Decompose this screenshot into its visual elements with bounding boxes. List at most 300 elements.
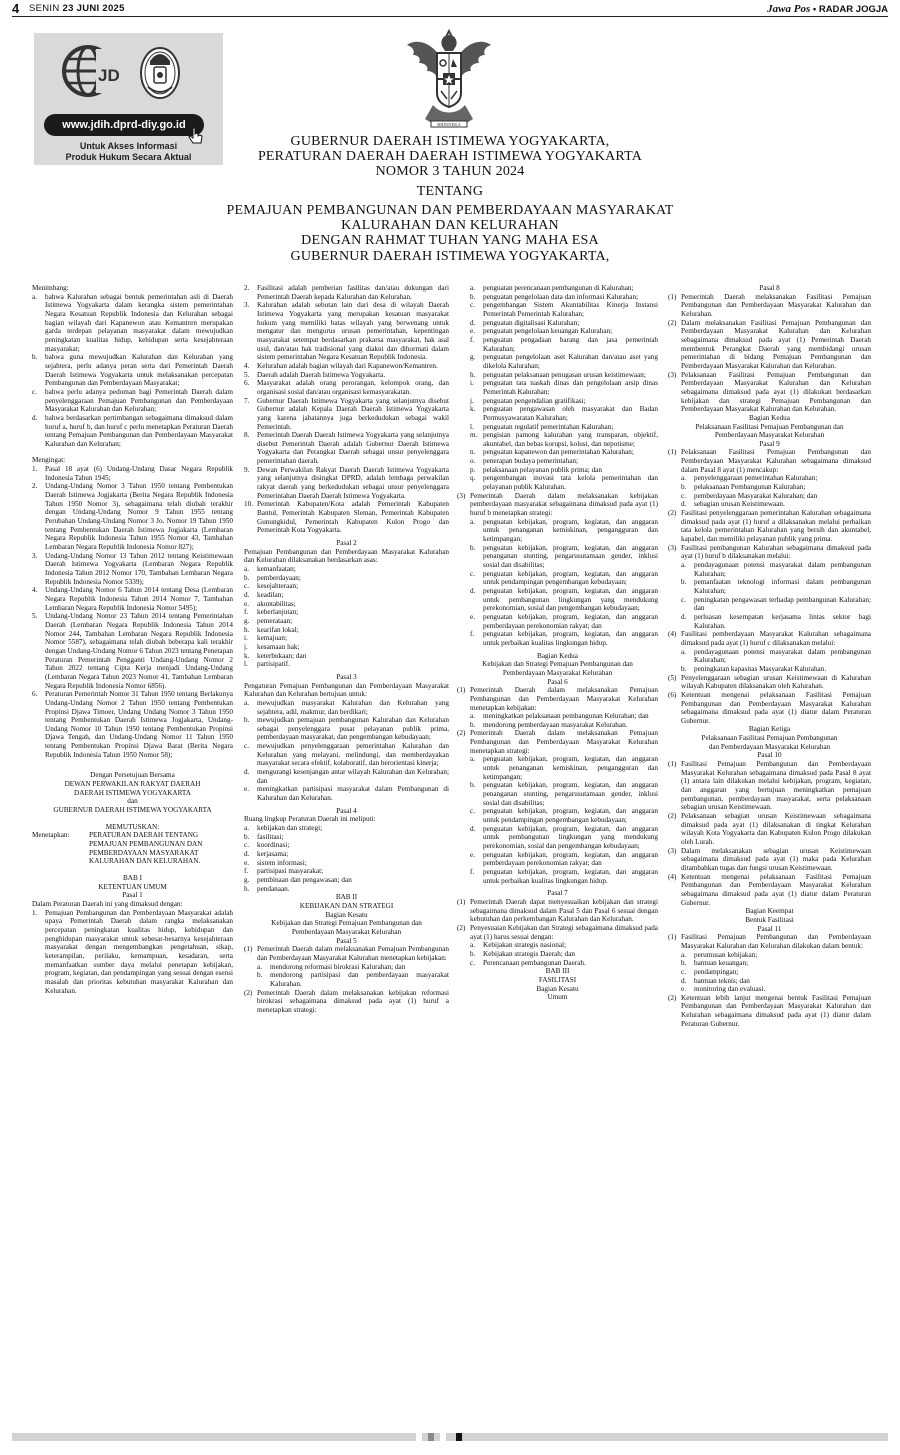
list-item-text: pendanaan. <box>257 884 290 893</box>
definisi-6-text: Masyarakat adalah orang perorangan, kelompok orang, dan organisasi sosial dan/atau organisasi kemasyarakatan. <box>257 379 449 396</box>
list-item-text: keterbukaan; dan <box>257 651 307 660</box>
list-item-marker: a. <box>257 962 262 971</box>
list-item <box>681 483 871 492</box>
list-item <box>470 613 658 630</box>
pasal-1: Pasal 1 <box>122 891 143 900</box>
pasal-5-ayat-3: (3) Pemerintah Daerah dalam melaksanakan kebijakan pemberdayaan masyarakat sebagaimana dimaksud pada ayat (1) huruf b menetapkan strategi: <box>457 491 658 518</box>
list-item-text: pengembangan Sistem Akuntabilitas Kinerja Instansi Pemerintah Pemerintah Kalurahan; <box>483 301 658 318</box>
list-item <box>244 867 449 876</box>
list-item-marker: c. <box>681 595 686 604</box>
pasal-9-ayat-4-list <box>668 648 871 674</box>
pasal-1-intro: Dalam Peraturan Daerah ini yang dimaksud dengan: <box>32 899 183 908</box>
definisi-1: 1. Pemajuan Pembangunan dan Pemberdayaan Masyarakat adalah upaya Pemerintah Daerah dalam rangka melaksanakan percepatan peningkatan kualitas hidup, kehidupan dan penghidupan masyarakat untuk sebesar-besarnya kesejahteraan masyarakat dengan mengembangkan pengetahuan, sikap, keterampilan, perilaku, kemampuan, kesadaran, serta memanfaatkan sumber daya melalui penetapan kebijakan, program, kegiatan, dan pendampingan yang sesuai dengan esensi masalah dan prioritas kebutuhan masyarakat Kalurahan dan Kelurahan. <box>32 908 233 995</box>
column-2 <box>244 284 449 1414</box>
list-item-text: peningkatan pengawasan terhadap pembangunan Kalurahan; dan <box>694 595 871 613</box>
list-item-marker: a. <box>244 565 249 573</box>
list-item-text: akuntabilitas; <box>257 599 296 608</box>
page-header <box>12 2 888 17</box>
pasal-9-ayat-2-text: Fasilitasi penyelenggaraan pemerintahan Kalurahan sebagaimana dimaksud pada ayat (1) huruf a dilaksanakan melalui perbaikan tata kelola pemerintahan Kalurahan yang bersih dan akuntabel, kapabel, dan memiliki pelayanan publik yang prima. <box>681 509 871 544</box>
lingkup-list <box>244 824 449 893</box>
pasal-11-ayat-1: (1) Fasilitasi Pemajuan Pembangunan dan Pemberdayaan Masyarakat Kalurahan dan Kelurahan dilakukan dalam bentuk: <box>668 933 871 950</box>
heading-tentang: TENTANG <box>416 184 484 199</box>
pasal-6-ayat-1-list <box>457 712 658 729</box>
list-item-text: mewujudkan penyelenggaraan pemerintahan Kalurahan dan Kelurahan yang melayani, melindungi, dan memberdayakan masyarakat secara efektif, kolaboratif, dan berorientasi kinerja; <box>257 742 449 768</box>
list-item <box>244 626 449 635</box>
list-item <box>470 466 658 475</box>
asas-list <box>244 565 449 669</box>
list-item-marker: b. <box>470 720 476 729</box>
mengingat-1: 1. Pasal 18 ayat (6) Undang-Undang Dasar Negara Republik Indonesia Tahun 1945; <box>32 465 233 482</box>
pasal-4-text: Ruang lingkup Peraturan Daerah ini meliputi: <box>244 815 376 824</box>
page-number: 4 <box>12 1 20 16</box>
pasal-3-text: Pengaturan Pemajuan Pembangunan dan Pemberdayaan Masyarakat Kalurahan dan Kelurahan bertujuan untuk: <box>244 681 449 699</box>
list-item <box>470 353 658 370</box>
list-item-text: mendorong partisipasi dan pemberdayaan masyarakat Kalurahan. <box>270 971 449 988</box>
masthead-section: • RADAR JOGJA <box>812 4 888 15</box>
list-item <box>244 634 449 643</box>
regulation-body <box>0 284 900 1414</box>
svg-text:JD: JD <box>98 66 120 85</box>
list-item-text: penguatan digitalisasi Kalurahan; <box>483 318 580 327</box>
list-item-marker: j. <box>470 396 474 405</box>
list-item-marker: d. <box>244 768 250 777</box>
garuda-pancasila-emblem-icon <box>403 29 495 132</box>
list-item-marker: f. <box>244 608 249 617</box>
list-item-text: koordinasi; <box>257 841 290 850</box>
bagian-kesatu: Bagian Kesatu <box>325 910 368 919</box>
mengingat-3-text: Undang-Undang Nomor 13 Tahun 2012 tentang Keistimewaan Daerah Istimewa Yogyakarta (Lembaran Negara Republik Indonesia Tahun 2012 Nomor 170, Tambahan Lembaran Negara Republik Indonesia Nomor 5339); <box>45 551 233 586</box>
list-item <box>470 423 658 432</box>
list-item <box>470 630 658 647</box>
pasal-7-ayat-1-text: Pemerintah Daerah dapat menyesuaikan kebijakan dan strategi sebagaimana dimaksud dalam Pasal 5 dan Pasal 6 sesuai dengan kebutuhan dan perkembangan Kalurahan dan Kelurahan. <box>470 897 658 924</box>
pasal-8-ayat-1-text: Pemerintah Daerah melaksanakan Fasilitasi Pemajuan Pembangunan dan Pemberdayaan Masyarakat Kalurahan dan Kelurahan. <box>681 292 871 318</box>
list-item-marker: i. <box>244 634 248 643</box>
list-item <box>681 613 871 630</box>
list-item <box>257 963 449 972</box>
list-item <box>681 596 871 613</box>
bagian-kedua-c4-title-1: Pelaksanaan Fasilitasi Pemajuan Pembangunan dan <box>695 422 844 431</box>
list-item-marker: a. <box>244 698 249 707</box>
list-item-text: penguatan pengelolaan keuangan Kalurahan; <box>483 327 613 336</box>
pasal-8-ayat-3-text: Pelaksanaan Fasilitasi Pemajuan Pembangunan dan Pemberdayaan Masyarakat Kalurahan dan Kelurahan sebagaimana dimaksud pada ayat (1) dilakukan berdasarkan kebijakan dan strategi Pemajuan Pembangunan dan Pemberdayaan Masyarakat Kalurahan dan Kelurahan. <box>681 370 871 414</box>
list-item-text: kebijakan dan strategi; <box>257 824 323 833</box>
pasal-2: Pasal 2 <box>336 539 357 548</box>
list-item <box>244 850 449 859</box>
pasal-6: Pasal 6 <box>547 677 568 686</box>
bagian-kedua-c4: Bagian Kedua <box>749 413 790 422</box>
bagian-kedua-c4-title-2: Pemberdayaan Masyarakat Kelurahan <box>714 431 825 440</box>
list-item <box>244 716 449 742</box>
pasal-9-ayat-6: (6) Ketentuan mengenai pelaksanaan Fasilitasi Pemajuan Pembangunan dan Pemberdayaan Masyarakat Kalurahan sebagaimana dimaksud pada ayat (1) diatur dalam Peraturan Gubernur. <box>668 690 871 725</box>
list-item-marker: k. <box>244 651 250 660</box>
list-item <box>681 561 871 578</box>
pasal-6-ayat-2-list <box>457 755 658 885</box>
pasal-9-ayat-1: (1) Pelaksanaan Fasilitasi Pemajuan Pembangunan dan Pemberdayaan Masyarakat Kalurahan sebagaimana dimaksud dalam Pasal 8 ayat (1) mencakup: <box>668 448 871 474</box>
menetapkan-text: PERATURAN DAERAH TENTANG PEMAJUAN PEMBANGUNAN DAN PEMBERDAYAAN MASYARAKAT KALURAHAN DAN KELURAHAN. <box>89 831 203 866</box>
list-item <box>470 293 658 302</box>
list-item-text: penguatan kebijakan, program, kegiatan, dan anggaran untuk pendampingan pengembangan kebudayaan; <box>483 807 658 825</box>
definisi-3-text: Kalurahan adalah sebutan lain dari desa di wilayah Daerah Istimewa Yogyakarta yang merupakan kesatuan masyarakat hukum yang memiliki batas wilayah yang berwenang untuk mengatur dan mengurus urusan pemerintahan, kepentingan masyarakat setempat berdasarkan prakarsa masyarakat, hak asal usul, dan/atau hak tradisional yang diakui dan dihormati dalam sistem pemerintahan Negara Kesatuan Republik Indonesia. <box>257 301 449 362</box>
pasal-9-ayat-1-list <box>668 474 871 509</box>
pasal-11-ayat-1-list <box>668 951 871 994</box>
definisi-4: 4. Kelurahan adalah bagian wilayah dari Kapanewon/Kemantren. <box>244 361 438 370</box>
pasal-8: Pasal 8 <box>759 284 780 292</box>
bab-3-bagian: Bagian Kesatu <box>536 984 579 993</box>
list-item-marker: a. <box>244 824 249 833</box>
list-item <box>470 319 658 328</box>
heading-governor: GUBERNUR DAERAH ISTIMEWA YOGYAKARTA, <box>290 134 610 149</box>
list-item-text: keadilan; <box>257 590 284 599</box>
list-item-text: kerjasama; <box>257 850 289 858</box>
list-item-marker: c. <box>244 742 249 751</box>
list-item <box>681 665 871 674</box>
bab-2-title: KEBIJAKAN DAN STRATEGI <box>299 901 394 910</box>
pasal-5-ayat-1: (1) Pemerintah Daerah dalam melaksanakan Pemajuan Pembangunan dan Pemberdayaan Masyarakat Kalurahan menetapkan kebijakan: <box>244 945 449 962</box>
mengingat-6: 6. Peraturan Pemerintah Nomor 31 Tahun 1950 tentang Berlakunya Undang-Undang Nomor 2 Tahun 1950 tentang Pembentukan Propinsi Djawa Timoer, Undang Undang Nomor 3 Tahun 1950 tentang Pembentukan Daerah Istimewa Jogjakarta, Undang-Undang Nomor 10 Tahun 1950 tentang Pembentukan Propinsi Djawa Tengah, dan Undang-Undang Nomor 11 Tahun 1950 tentang Pembentukan Propinsi Djawa Barat (Berita Negara Republik Indonesia Tahun 1950 Nomor 58); <box>32 690 233 759</box>
bab-3-bagian-title: Umum <box>547 993 568 1002</box>
list-item-marker: b. <box>681 959 687 968</box>
diy-seal-icon <box>141 48 179 98</box>
svg-text:BHINNEKA: BHINNEKA <box>437 122 461 127</box>
list-item <box>244 652 449 661</box>
mengingat-6-text: Peraturan Pemerintah Nomor 31 Tahun 1950 tentang Berlakunya Undang-Undang Nomor 2 Tahun 1950 tentang Pembentukan Propinsi Djawa Timoer, Undang Undang Nomor 3 Tahun 1950 tentang Pembentukan Daerah Istimewa Jogjakarta, Undang-Undang Nomor 10 Tahun 1950 tentang Pembentukan Propinsi Djawa Tengah, dan Undang-Undang Nomor 11 Tahun 1950 tentang Pembentukan Propinsi Djawa Barat (Berita Negara Republik Indonesia Tahun 1950 Nomor 58); <box>45 690 233 759</box>
list-item-text: penguatan kebijakan, program, kegiatan, dan anggaran untuk pendampingan pengembangan kebudayaan; <box>483 569 658 587</box>
list-item-text: fasilitasi; <box>257 832 284 841</box>
column-1 <box>32 284 233 1414</box>
pasal-11: Pasal 11 <box>757 924 782 933</box>
definisi-9-text: Dewan Perwakilan Rakyat Daerah Daerah Istimewa Yogyakarta yang selanjutnya disingkat DPRD, adalah lembaga perwakilan rakyat daerah yang berkedudukan sebagai unsur penyelenggara Pemerintahan Daerah Daerah Istimewa Yogyakarta. <box>257 465 449 500</box>
list-item <box>244 643 449 652</box>
heading-title-1: PEMAJUAN PEMBANGUNAN DAN PEMBERDAYAAN MASYARAKAT <box>226 203 674 218</box>
list-item-text: penguatan pengelolaan data dan informasi Kalurahan; <box>483 292 639 301</box>
menimbang-b: b. bahwa guna mewujudkan Kalurahan dan Kelurahan yang sejahtera, perlu adanya peran serta dari Pemerintah Daerah Daerah Istimewa Yogyakarta untuk melaksanakan percepatan Pembangunan dan Pemberdayaan Masyarakat; <box>32 353 233 388</box>
list-item-marker: f. <box>244 867 249 876</box>
definisi-5: 5. Daerah adalah Daerah Istimewa Yogyakarta. <box>244 370 386 379</box>
list-item-text: penguatan kebijakan, program, kegiatan, dan anggaran penanganan stunting, pengarusutamaan gender, inklusi sosial dan disabilitas; <box>483 543 658 569</box>
list-item <box>470 327 658 336</box>
list-item-text: penguatan pelaksanaan penugasan urusan keistimewaan; <box>483 370 646 379</box>
list-item <box>470 712 658 721</box>
list-item-text: partisipasi masyarakat; <box>257 867 324 876</box>
column-4 <box>668 284 871 1414</box>
mengingat-1-text: Pasal 18 ayat (6) Undang-Undang Dasar Negara Republik Indonesia Tahun 1945; <box>45 465 233 482</box>
list-item-marker: f. <box>470 867 475 876</box>
pasal-5-ayat-3-text: Pemerintah Daerah dalam melaksanakan kebijakan pemberdayaan masyarakat sebagaimana dimaksud pada ayat (1) huruf b menetapkan strategi: <box>470 491 658 518</box>
jdih-tagline-1: Untuk Akses Informasi <box>79 141 178 151</box>
list-item-marker: d. <box>681 500 687 509</box>
pasal-9-ayat-3-text: Fasilitasi pembangunan Kalurahan sebagaimana dimaksud pada ayat (1) huruf b dilaksanakan melalui: <box>681 543 871 561</box>
list-item-marker: e. <box>470 327 475 336</box>
list-item <box>470 868 658 885</box>
list-item <box>244 617 449 626</box>
list-item <box>244 876 449 885</box>
definisi-10-text: Pemerintah Kabupaten/Kota adalah Pemerintah Kabupaten Bantul, Pemerintah Kabupaten Sleman, Pemerintah Kabupaten Gunungkidul, Pemerintah Kabupaten Kulon Progo dan Pemerintah Kota Yogyakarta. <box>257 500 449 535</box>
list-item-text: kemanfaatan; <box>257 565 296 573</box>
list-item <box>470 474 658 491</box>
pasal-10-ayat-3: (3) Dalam melaksanakan sebagian urusan Keistimewaan sebagaimana dimaksud pada ayat (1) maka pada Kelurahan ditambahkan tugas dan fungsi urusan Keistimewaan. <box>668 846 871 872</box>
list-item <box>681 474 871 483</box>
list-item-marker: b. <box>470 543 476 552</box>
definisi-1-text: Pemajuan Pembangunan dan Pemberdayaan Masyarakat adalah upaya Pemerintah Daerah dalam rangka melaksanakan percepatan peningkatan kualitas hidup, kehidupan dan penghidupan masyarakat untuk sebesar-besarnya kesejahteraan masyarakat dengan mengembangkan pengetahuan, sikap, keterampilan, perilaku, kemampuan, kesadaran, serta memanfaatkan sumber daya melalui penetapan kebijakan, program, kegiatan, dan pendampingan yang sesuai dengan esensi masalah dan prioritas kebutuhan masyarakat Kalurahan dan Kelurahan. <box>45 908 233 995</box>
column-3 <box>457 284 658 1414</box>
menetapkan-label: Menetapkan: <box>32 831 70 840</box>
list-item <box>257 971 449 988</box>
heading-governor-2: GUBERNUR DAERAH ISTIMEWA YOGYAKARTA, <box>290 249 610 264</box>
footer-mark-2 <box>428 1433 434 1441</box>
list-item <box>470 587 658 613</box>
bagian-ketiga-title-2: dan Pemberdayaan Masyarakat Kelurahan <box>708 742 831 751</box>
heading-regulation: PERATURAN DAERAH DAERAH ISTIMEWA YOGYAKARTA <box>257 149 643 164</box>
list-item-marker: q. <box>470 474 476 483</box>
bagian-keempat-title: Bentuk Fasilitasi <box>745 915 794 924</box>
pasal-6-ayat-2: (2) Pemerintah Daerah dalam melaksanakan Pemajuan Pembangunan dan Pemberdayaan Masyarakat Kelurahan menetapkan strategi: <box>457 729 658 755</box>
pasal-5-ayat-1-text: Pemerintah Daerah dalam melaksanakan Pemajuan Pembangunan dan Pemberdayaan Masyarakat Kalurahan menetapkan kebijakan: <box>257 945 449 962</box>
list-item-text: pengembangan inovasi tata kelola pemerintahan dan pelayanan publik Kalurahan. <box>483 474 658 492</box>
footer-mark-3 <box>440 1433 446 1441</box>
list-item-text: pendayagunaan potensi masyarakat dalam pembangunan Kalurahan; <box>694 561 871 578</box>
list-item-text: penguatan kebijakan, program, kegiatan, dan anggaran pemberdayaan perekonomian rakyat; dan <box>483 612 658 630</box>
list-item-marker: a. <box>470 755 475 764</box>
list-item-marker: p. <box>470 465 476 474</box>
dewan-line-1: DEWAN PERWAKILAN RAKYAT DAERAH <box>64 780 201 789</box>
list-item-marker: d. <box>244 850 250 858</box>
pasal-11-ayat-1-text: Fasilitasi Pemajuan Pembangunan dan Pemberdayaan Masyarakat Kalurahan dan Kelurahan dilakukan dalam bentuk: <box>681 933 871 950</box>
footer-registration-marks <box>416 1433 480 1441</box>
list-item-text: mewujudkan masyarakat Kalurahan dan Kelurahan yang sejahtera, adil, makmur, dan berdikari; <box>257 698 449 716</box>
list-item-marker: a. <box>681 950 686 959</box>
list-item <box>244 565 449 574</box>
pasal-8-ayat-2: (2) Dalam melaksanakan Fasilitasi Pemajuan Pembangunan dan Pemberdayaan Masyarakat Kalurahan dan Kelurahan sebagaimana dimaksud pada ayat (1) Pemerintah Daerah membentuk Perangkat Daerah yang membidangi urusan pemerintahan di bidang Pemajuan Pembangunan dan Pemberdayaan Masyarakat Kalurahan dan Kelurahan. <box>668 318 871 370</box>
bagian-ketiga-title-1: Pelaksanaan Fasilitasi Pemajuan Pembangunan <box>701 734 838 743</box>
list-item <box>681 959 871 968</box>
mengingat-5-text: Undang-Undang Nomor 23 Tahun 2014 tentang Pemerintahan Daerah (Lembaran Negara Republik Indonesia Tahun 2014 Nomor 244, Tambahan Lembaran Negara Republik Indonesia Nomor 5587), sebagaimana telah diubah beberapa kali terakhir dengan Undang-Undang Nomor 6 Tahun 2023 tentang Penetapan Peraturan Pemerintah Pengganti Undang-Undang Nomor 2 Tahun 2022 tentang Cipta Kerja menjadi Undang-Undang (Lembaran Negara Tahun 2023 Nomor 41, Tambahan Lembaran Negara Republik Indonesia Nomor 6856). <box>45 612 233 690</box>
list-item <box>470 397 658 406</box>
list-item-text: mengurangi kesenjangan antar wilayah Kalurahan dan Kelurahan; dan <box>257 768 449 785</box>
pasal-10-ayat-3-text: Dalam melaksanakan sebagian urusan Keistimewaan sebagaimana dimaksud pada ayat (1) maka pada Kelurahan ditambahkan tugas dan fungsi urusan Keistimewaan. <box>681 846 871 872</box>
list-item-marker: h. <box>244 884 250 893</box>
list-item-text: meningkatkan pelaksanaan pembangunan Kelurahan; dan <box>483 712 649 721</box>
definisi-7: 7. Gubernur Daerah Istimewa Yogyakarta yang selanjutnya disebut Gubernur adalah Kepala Daerah Daerah Istimewa Yogyakarta yang karena jabatannya juga berkedudukan sebagai wakil Pemerintah. <box>244 396 449 431</box>
list-item-text: peningkatan kapasitas Masyarakat Kalurahan. <box>694 664 827 673</box>
list-item-marker: l. <box>244 660 248 669</box>
definisi-4-text: Kelurahan adalah bagian wilayah dari Kapanewon/Kemantren. <box>257 361 438 370</box>
list-item <box>470 371 658 380</box>
list-item-text: penguatan kebijakan, program, kegiatan, dan anggaran untuk perbaikan kualitas lingkungan hidup. <box>483 630 658 647</box>
list-item <box>244 608 449 617</box>
list-item-marker: m. <box>470 431 478 440</box>
pasal-9-ayat-5-text: Penyelenggaraan sebagian urusan Keistimewaan di Kalurahan wilayah Kabupaten dilaksanakan oleh Kalurahan. <box>681 673 871 691</box>
list-item-text: pemanfaatan teknologi informasi dalam pembangunan Kalurahan; <box>694 578 871 595</box>
list-item <box>244 824 449 833</box>
list-item-text: pelaksanaan Pembangunan Kalurahan; <box>694 483 806 492</box>
list-item <box>470 448 658 457</box>
list-item <box>244 582 449 591</box>
list-item-text: penguatan pengawasan oleh masyarakat dan Badan Permusyawaratan Kalurahan; <box>483 405 658 422</box>
list-item-marker: e. <box>681 985 686 994</box>
definisi-2-text: Fasilitasi adalah pemberian fasilitas dan/atau dukungan dari Pemerintah Daerah kepada Kalurahan dan Kelurahan. <box>257 284 449 301</box>
list-item <box>470 457 658 466</box>
definisi-5-text: Daerah adalah Daerah Istimewa Yogyakarta. <box>257 370 386 379</box>
pasal-9-ayat-2: (2) Fasilitasi penyelenggaraan pemerintahan Kalurahan sebagaimana dimaksud pada ayat (1) huruf a dilaksanakan melalui perbaikan tata kelola pemerintahan Kalurahan yang bersih dan akuntabel, kapabel, dan memiliki pelayanan publik yang prima. <box>668 509 871 544</box>
pasal-9-ayat-6-text: Ketentuan mengenai pelaksanaan Fasilitasi Pemajuan Pembangunan dan Pemberdayaan Masyarakat Kalurahan sebagaimana dimaksud pada ayat (1) diatur dalam Peraturan Gubernur. <box>681 690 871 725</box>
list-item <box>470 755 658 781</box>
list-item-text: penguatan kebijakan, program, kegiatan, dan anggaran untuk penanganan kemiskinan, pengangguran dan ketimpangan; <box>483 755 658 781</box>
mengingat-2: 2. Undang-Undang Nomor 3 Tahun 1950 tentang Pembentukan Daerah Istimewa Jogjakarta (Berita Negara Republik Indonesia Tahun 1950 Nomor 3), sebagaimana telah diubah terakhir dengan Undang-Undang Nomor 9 Tahun 1955 tentang Perubahan Undang-Undang Nomor 3 Jo. Nomor 19 Tahun 1950 tentang Pembentukan Daerah Istimewa Jogjakarta (Lembaran Negara Republik Indonesia Tahun 1955 Nomor 43, Tambahan Lembaran Negara Republik Indonesia Nomor 827); <box>32 482 233 552</box>
list-item-text: penguatan perencanaan pembangunan di Kalurahan; <box>483 284 634 292</box>
list-item <box>470 379 658 396</box>
list-item <box>470 544 658 570</box>
edition-date-value: 23 JUNI 2025 <box>62 3 125 14</box>
bab-1-title: KETENTUAN UMUM <box>98 882 167 891</box>
pasal-5-ayat-1-list <box>244 963 449 989</box>
list-item-text: penguatan kebijakan, program, kegiatan, dan anggaran untuk perbaikan kualitas lingkungan hidup. <box>483 867 658 885</box>
dewan-line-2: DAERAH ISTIMEWA YOGYAKARTA <box>74 788 191 797</box>
bab-2: BAB II <box>335 893 358 902</box>
list-item <box>681 951 871 960</box>
list-item-marker: c. <box>470 958 475 967</box>
menimbang-d: d. bahwa berdasarkan pertimbangan sebagaimana dimaksud dalam huruf a, huruf b, dan huruf c perlu menetapkan Peraturan Daerah tentang Pemajuan Pembangunan dan Pemberdayaan Masyarakat Kalurahan dan Kelurahan; <box>32 413 233 448</box>
list-item <box>470 336 658 353</box>
list-item <box>470 950 658 959</box>
list-item-text: penguatan kebijakan, program, kegiatan, dan anggaran penanganan stunting, pengarusutamaan gender, inklusi sosial dan disabilitas; <box>483 781 658 807</box>
pasal-4: Pasal 4 <box>336 806 357 815</box>
list-item <box>244 574 449 583</box>
list-item-text: penguatan pengendalian gratifikasi; <box>483 396 586 405</box>
pasal-10-ayat-2: (2) Pelaksanaan sebagian urusan Keistimewaan sebagaimana dimaksud pada ayat (1) dilaksanakan di tingkat Kelurahan wilayah Kota Yogyakarta dan Kabupaten Kulon Progo dilakukan oleh Lurah. <box>668 812 871 846</box>
list-item <box>244 885 449 894</box>
bagian-kedua-title-2: Pemberdayaan Masyarakat Kelurahan <box>502 668 613 677</box>
list-item <box>244 785 449 802</box>
list-item-text: bantuan keuangan; <box>694 959 749 968</box>
list-item-text: perumusan kebijakan; <box>694 950 758 959</box>
jdih-logos <box>58 41 198 105</box>
list-item-marker: l. <box>470 422 474 431</box>
dan-label: dan <box>127 797 138 806</box>
pasal-2-text: Pemajuan Pembangunan dan Pemberdayaan Masyarakat Kalurahan dan Kelurahan dilaksanakan berdasarkan asas: <box>244 547 449 565</box>
list-item <box>244 768 449 785</box>
menimbang-d-text: bahwa berdasarkan pertimbangan sebagaimana dimaksud dalam huruf a, huruf b, dan huruf c perlu menetapkan Peraturan Daerah tentang Pemajuan Pembangunan dan Pemberdayaan Masyarakat Kalurahan dan Kelurahan; <box>45 413 233 448</box>
list-item <box>244 841 449 850</box>
list-item-text: kemajuan; <box>257 634 287 643</box>
list-item-marker: c. <box>681 491 686 500</box>
footer-mark-4 <box>456 1433 462 1441</box>
pasal-8-ayat-2-text: Dalam melaksanakan Fasilitasi Pemajuan Pembangunan dan Pemberdayaan Masyarakat Kalurahan dan Kelurahan sebagaimana dimaksud pada ayat (1) Pemerintah Daerah membentuk Perangkat Daerah yang membidangi urusan pemerintahan di bidang Pemajuan Pembangunan dan Pemberdayaan Masyarakat Kalurahan dan Kelurahan. <box>681 318 871 370</box>
list-item-text: penyelenggaraan pemerintahan Kalurahan; <box>694 474 818 483</box>
pasal-6-ayat-2-text: Pemerintah Daerah dalam melaksanakan Pemajuan Pembangunan dan Pemberdayaan Masyarakat Kelurahan menetapkan strategi: <box>470 729 658 755</box>
list-item-marker: c. <box>470 301 475 310</box>
mengingat-3: 3. Undang-Undang Nomor 13 Tahun 2012 tentang Keistimewaan Daerah Istimewa Yogyakarta (Lembaran Negara Republik Indonesia Tahun 2012 Nomor 170, Tambahan Lembaran Negara Republik Indonesia Nomor 5339); <box>32 551 233 586</box>
list-item-marker: a. <box>681 647 686 656</box>
list-item <box>681 500 871 509</box>
pasal-6-ayat-1: (1) Pemerintah Daerah dalam melaksanakan Pemajuan Pembangunan dan Pemberdayaan Masyarakat Kelurahan menetapkan kebijakan: <box>457 686 658 712</box>
list-item <box>681 648 871 665</box>
pasal-7: Pasal 7 <box>547 889 568 898</box>
persetujuan-label: Dengan Persetujuan Bersama <box>90 771 175 780</box>
list-item-marker: a. <box>470 284 475 292</box>
menimbang-label: Menimbang: <box>32 284 69 292</box>
list-item-text: mewujudkan pemajuan pembangunan Kalurahan dan Kelurahan sebagai penyelenggara pusat pelayanan publik prima, pemberdayaan masyarakat, dan pengembangan kebudayaan; <box>257 716 449 742</box>
definisi-7-text: Gubernur Daerah Istimewa Yogyakarta yang selanjutnya disebut Gubernur adalah Kepala Daerah Daerah Istimewa Yogyakarta yang karena jabatannya juga berkedudukan sebagai wakil Pemerintah. <box>257 396 449 431</box>
menimbang-b-text: bahwa guna mewujudkan Kalurahan dan Kelurahan yang sejahtera, perlu adanya peran serta dari Pemerintah Daerah Daerah Istimewa Yogyakarta untuk melaksanakan percepatan Pembangunan dan Pemberdayaan Masyarakat; <box>45 353 233 388</box>
list-item-marker: d. <box>244 590 250 599</box>
list-item-marker: b. <box>681 483 687 492</box>
list-item-marker: a. <box>681 561 686 569</box>
list-item-marker: d. <box>681 612 687 621</box>
definisi-9: 9. Dewan Perwakilan Rakyat Daerah Daerah Istimewa Yogyakarta yang selanjutnya disingkat DPRD, adalah lembaga perwakilan rakyat daerah yang berkedudukan sebagai unsur penyelenggara Pemerintahan Daerah Daerah Istimewa Yogyakarta. <box>244 465 449 500</box>
list-item-text: pemberdayaan; <box>257 573 301 582</box>
list-item-marker: a. <box>681 474 686 483</box>
footer-mark-1 <box>416 1433 422 1441</box>
list-item-text: penguatan kebijakan, program, kegiatan, dan anggaran pemberdayaan perekonomian rakyat; dan <box>483 850 658 868</box>
list-item-marker: h. <box>244 625 250 634</box>
list-item <box>681 578 871 595</box>
pasal-7-ayat-1: (1) Pemerintah Daerah dapat menyesuaikan kebijakan dan strategi sebagaimana dimaksud dalam Pasal 5 dan Pasal 6 sesuai dengan kebutuhan dan perkembangan Kalurahan dan Kelurahan. <box>457 897 658 924</box>
edition-day: SENIN <box>29 3 60 14</box>
menetapkan <box>32 831 233 866</box>
list-item-marker: i. <box>470 379 474 388</box>
list-item-text: kesamaan hak; <box>257 642 300 651</box>
tujuan-list <box>244 699 449 803</box>
list-item-marker: b. <box>257 971 263 980</box>
list-item <box>244 699 449 716</box>
pasal-6-ayat-1-text: Pemerintah Daerah dalam melaksanakan Pemajuan Pembangunan dan Pemberdayaan Masyarakat Kelurahan menetapkan kebijakan: <box>470 686 658 712</box>
list-item-marker: b. <box>470 949 476 958</box>
list-item-text: perluasan kesempatan kerjasama lintas sektor bagi Kalurahan. <box>694 612 871 630</box>
list-item-marker: c. <box>470 807 475 816</box>
jdih-url-button[interactable]: www.jdih.dprd-diy.go.id <box>44 114 204 136</box>
list-item-marker: o. <box>470 457 476 466</box>
mengingat-label: Mengingat: <box>32 456 66 465</box>
list-item <box>470 431 658 448</box>
bab-3-title: FASILITASI <box>538 975 577 984</box>
list-item-text: penguatan kebijakan, program, kegiatan, dan anggaran untuk pembangunan lingkungan yang mendukung perekonomian, sosial dan pengembangan kebudayaan; <box>483 824 658 850</box>
memutuskan-label: MEMUTUSKAN: <box>105 822 160 831</box>
list-item <box>470 284 658 293</box>
list-item-marker: d. <box>470 318 476 327</box>
list-item <box>244 660 449 669</box>
list-item-text: pelaksanaan pelayanan publik prima; dan <box>483 465 602 474</box>
list-item-marker: e. <box>244 599 249 608</box>
list-item <box>244 859 449 868</box>
list-item-marker: j. <box>244 642 248 651</box>
list-item-marker: e. <box>470 850 475 859</box>
list-item <box>470 851 658 868</box>
gubernur-label: GUBERNUR DAERAH ISTIMEWA YOGYAKARTA <box>53 806 212 815</box>
list-item-text: monitoring dan evaluasi. <box>694 985 766 994</box>
menimbang-a-text: bahwa Kalurahan sebagai bentuk pemerintahan asli di Daerah Istimewa Yogyakarta dalam kerangka sistem pemerintahan Negara Kesatuan Republik Indonesia dan Kelurahan sebagai bagian wilayah dari Kapanewon atau Kemantren merupakan garda terdepan pelayanan masyarakat dalam mewujudkan peningkatan kualitas hidup, kehidupan serta kesejahteraan masyarakat; <box>45 292 233 353</box>
list-item-text: pembinaan dan pengawasan; dan <box>257 875 352 884</box>
list-item-text: pengisian pamong kalurahan yang transparan, objektif, akuntabel, dan bebas korupsi, kolusi, dan nepotisme; <box>483 431 658 448</box>
list-item-marker: b. <box>244 832 250 841</box>
list-item-text: sebagian urusan Keistimewaan. <box>694 500 785 509</box>
definisi-2: 2. Fasilitasi adalah pemberian fasilitas dan/atau dukungan dari Pemerintah Daerah kepada Kalurahan dan Kelurahan. <box>244 284 449 301</box>
list-item-text: sistem informasi; <box>257 858 307 867</box>
definisi-3: 3. Kalurahan adalah sebutan lain dari desa di wilayah Daerah Istimewa Yogyakarta yang merupakan kesatuan masyarakat hukum yang memiliki batas wilayah yang berwenang untuk mengatur dan mengurus urusan pemerintahan, kepentingan masyarakat setempat berdasarkan prakarsa masyarakat, hak asal usul, dan/atau hak tradisional yang diakui dan dihormati dalam sistem pemerintahan Negara Kesatuan Republik Indonesia. <box>244 301 449 362</box>
pasal-7-ayat-2-text: Penyesuaian Kebijakan dan Strategi sebagaimana dimaksud pada ayat (1) harus sesuai dengan: <box>470 923 658 941</box>
menimbang-c-text: bahwa perlu adanya pedoman bagi Pemerintah Daerah dalam penyelenggaraan Pemajuan Pembangunan dan Pemberdayaan Masyarakat Kalurahan dan Kelurahan; <box>45 387 233 414</box>
list-item <box>470 825 658 851</box>
list-item-marker: f. <box>470 335 475 344</box>
pasal-9: Pasal 9 <box>759 439 780 448</box>
list-item-text: Kebijakan strategis Daerah; dan <box>483 949 576 958</box>
edition-date <box>29 3 125 14</box>
bagian-kesatu-title-1: Kebijakan dan Strategi Pemajuan Pembangunan dan <box>271 919 422 928</box>
list-item <box>244 600 449 609</box>
pasal-7-ayat-2-list <box>457 941 658 967</box>
mengingat-4-text: Undang-Undang Nomor 6 Tahun 2014 tentang Desa (Lembaran Negara Republik Indonesia Tahun 2014 Nomor 7, Tambahan Lembaran Negara Republik Indonesia Nomor 5495); <box>45 586 233 612</box>
pasal-7-ayat-2: (2) Penyesuaian Kebijakan dan Strategi sebagaimana dimaksud pada ayat (1) harus sesuai dengan: <box>457 923 658 941</box>
list-item-text: mendorong pemberdayaan masyarakat Kelurahan. <box>483 720 628 729</box>
